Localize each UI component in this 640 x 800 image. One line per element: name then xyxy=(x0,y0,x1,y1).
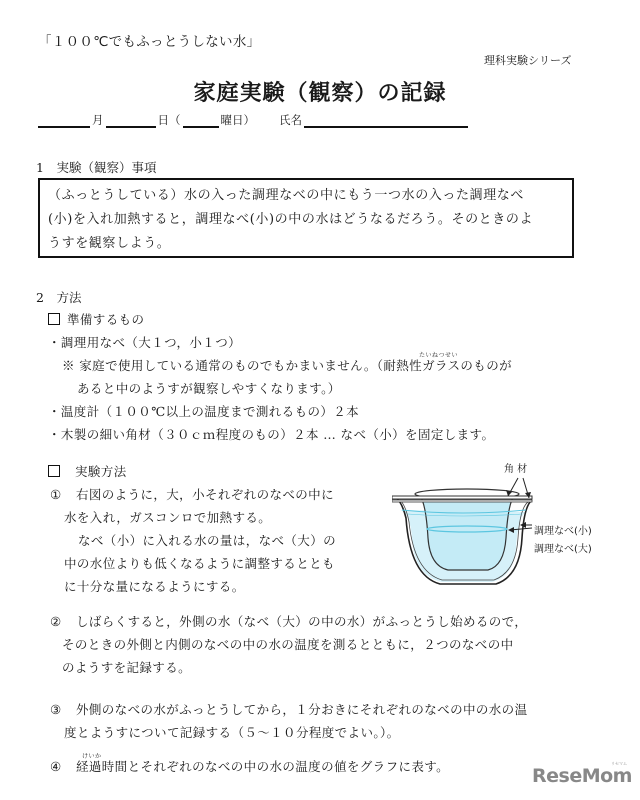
step-text: に十分な量になるようにする。 xyxy=(64,579,245,594)
checkbox-icon xyxy=(48,313,60,325)
prep-item: ・木製の細い角材（３０ｃｍ程度のもの）２本 … なべ（小）を固定します。 xyxy=(48,427,495,442)
pot-diagram xyxy=(392,458,632,588)
date-name-form xyxy=(36,112,470,128)
step-text: のようすを記録する。 xyxy=(62,660,192,675)
prep-note: ※ 家庭で使用している通常のものでもかまいません。（耐熱性ガラスのものが xyxy=(62,358,512,373)
day-label: 日（ xyxy=(157,113,181,127)
day-field[interactable] xyxy=(106,112,156,128)
step-text: 経過時間とそれぞれのなべの中の水の温度の値をグラフに表す。 xyxy=(75,759,450,774)
step-number: ③ xyxy=(50,702,62,717)
step-text: しばらくすると，外側の水（なべ（大）の中の水）がふっとうし始めるので， xyxy=(75,614,528,629)
double-pot-illustration xyxy=(392,458,632,588)
weekday-label: 曜日） xyxy=(220,113,255,127)
prep-heading-row xyxy=(48,310,144,328)
step-2 xyxy=(50,612,527,630)
prep-item: ・温度計（１００℃以上の温度まで測れるもの）２本 xyxy=(48,404,360,419)
page-title: 家庭実験（観察）の記録 xyxy=(193,81,447,106)
box-line: うすを観察しよう。 xyxy=(48,236,171,251)
prep-note-cont: あると中のようすが観察しやすくなります。） xyxy=(77,381,341,396)
step-4 xyxy=(50,757,449,775)
step-text: なべ（小）に入れる水の量は，なべ（大）の xyxy=(78,533,337,548)
prep-item: ・調理用なべ（大１つ，小１つ） xyxy=(48,335,242,350)
label-large-pot: 調理なべ(大) xyxy=(534,544,592,555)
box-line: (小)を入れ加熱すると，調理なべ(小)の中の水はどうなるだろう。そのときのよ xyxy=(48,212,534,227)
box-line: （ふっとうしている）水の入った調理なべの中にもう一つ水の入った調理なべ xyxy=(48,188,525,203)
experiment-question-box xyxy=(38,178,574,258)
name-field[interactable] xyxy=(304,112,468,128)
checkbox-icon xyxy=(48,465,60,477)
method-heading-row xyxy=(48,462,127,480)
step-3 xyxy=(50,700,528,718)
ruby-annotation: けいか xyxy=(82,753,102,760)
step-text: 右図のように，大，小それぞれのなべの中に xyxy=(75,487,334,502)
step-text: 外側のなべの水がふっとうしてから，１分おきにそれぞれのなべの中の水の温 xyxy=(75,702,528,717)
step-number: ② xyxy=(50,614,62,629)
weekday-field[interactable] xyxy=(183,112,219,128)
step-text: 中の水位よりも低くなるように調整するととも xyxy=(64,556,335,571)
resemom-logo-ruby: リセマム xyxy=(611,761,627,766)
label-wooden-bars: 角 材 xyxy=(504,464,528,475)
section2-heading: 2 方法 xyxy=(36,290,82,305)
section1-heading: 1 実験（観察）事項 xyxy=(36,160,157,175)
resemom-logo: ReseMom xyxy=(532,765,632,787)
step-text: 水を入れ，ガスコンロで加熱する。 xyxy=(64,510,272,525)
month-field[interactable] xyxy=(38,112,90,128)
month-label: 月 xyxy=(92,113,104,127)
series-label: 理科実験シリーズ xyxy=(484,54,572,67)
step-number: ① xyxy=(50,487,62,502)
step-text: そのときの外側と内側のなべの中の水の温度を測るとともに，２つのなべの中 xyxy=(62,637,514,652)
step-text: 度とようすについて記録する（５～１０分程度でよい。）。 xyxy=(64,725,400,740)
name-label: 氏名 xyxy=(279,113,302,127)
label-small-pot: 調理なべ(小) xyxy=(534,526,592,537)
prep-heading: 準備するもの xyxy=(67,312,145,327)
ruby-annotation: たいねつせい xyxy=(419,352,459,359)
step-1 xyxy=(50,485,334,503)
method-heading: 実験方法 xyxy=(75,464,127,479)
series-title: 「１００℃でもふっとうしない水」 xyxy=(38,34,261,50)
step-number: ④ xyxy=(50,759,62,774)
